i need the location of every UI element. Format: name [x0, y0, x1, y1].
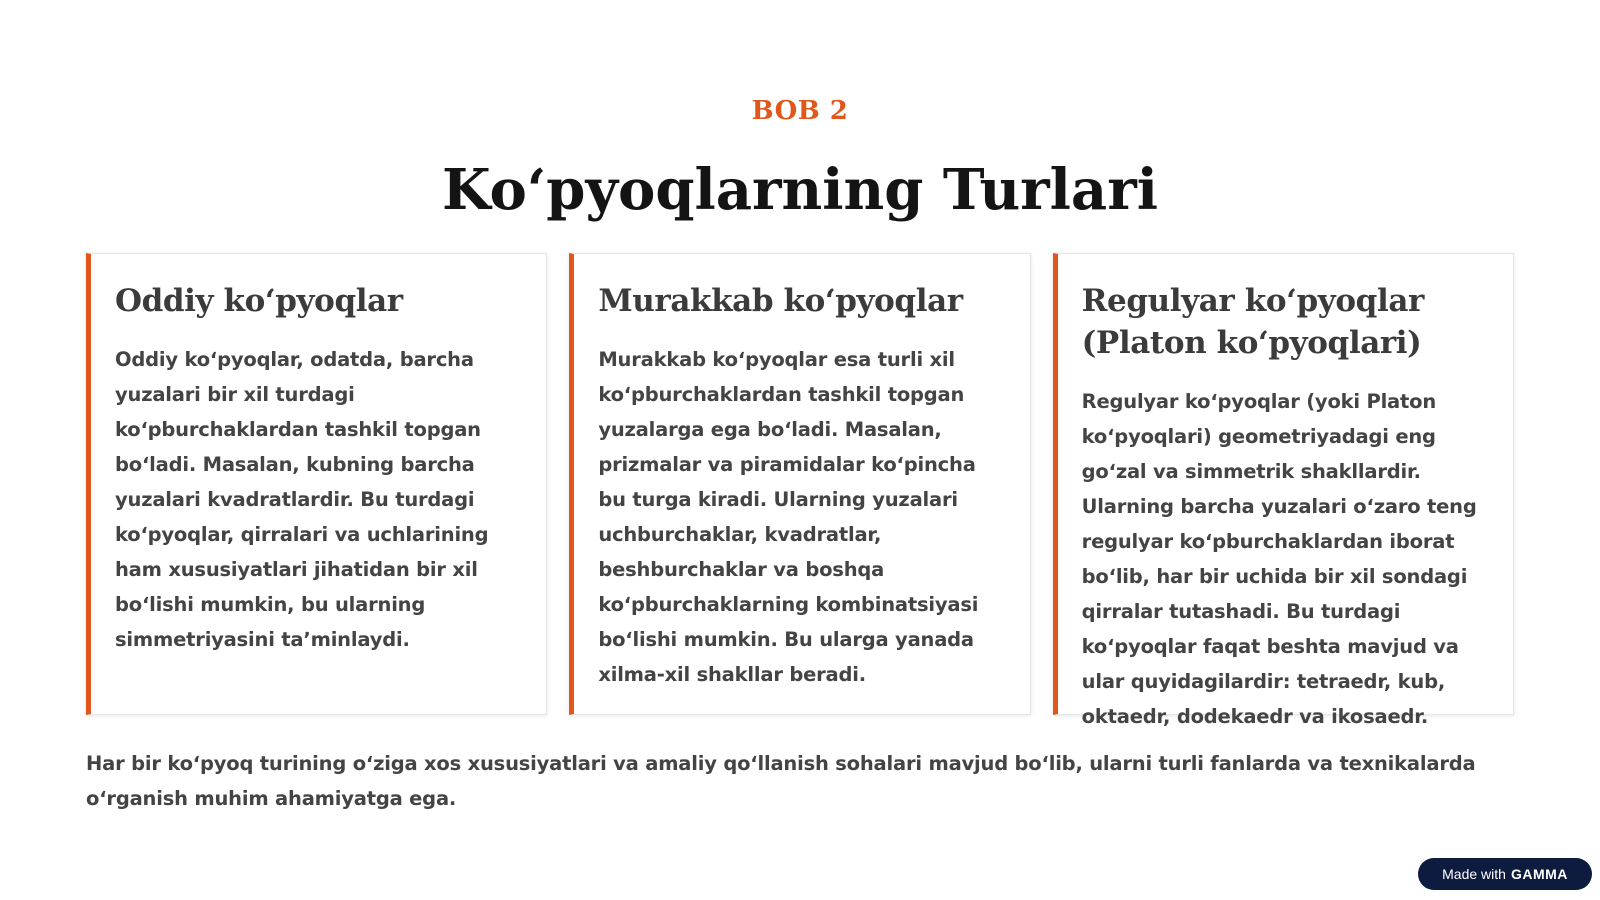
chapter-label: BOB 2 — [751, 96, 849, 126]
page-title: Koʻpyoqlarning Turlari — [442, 157, 1158, 223]
card-title: Oddiy koʻpyoqlar — [115, 283, 403, 319]
card-body: Murakkab koʻpyoqlar esa turli xil koʻpburchaklardan tashkil topgan yuzalarga ega boʻladi. Masalan, prizmalar va piramidalar koʻpincha bu turga kiradi. Ularning yuzalari uchburchaklar, kvadratlar, beshburchaklar va boshqa koʻpburchaklarning kombinatsiyasi boʻlishi mumkin. Bu ularga yanada xilma-xil shakllar beradi. — [598, 348, 979, 686]
card-regular-polyhedra — [1053, 253, 1514, 728]
card-title: Regulyar koʻpyoqlar (Platon koʻpyoqlari) — [1081, 283, 1424, 361]
card-simple-polyhedra — [86, 253, 547, 715]
card-complex-polyhedra — [569, 253, 1030, 715]
gamma-logo: GAMMA — [1510, 866, 1568, 882]
made-with-gamma-badge[interactable] — [1418, 858, 1592, 890]
card-body: Regulyar koʻpyoqlar (yoki Platon koʻpyoqlari) geometriyadagi eng goʻzal va simmetrik shakllardir. Ularning barcha yuzalari oʻzaro teng regulyar koʻpburchaklardan iborat boʻlib, har bir uchida bir xil sondagi qirralar tutashadi. Bu turdagi koʻpyoqlar faqat beshta mavjud va ular quyidagilardir: tetraedr, kub, oktaedr, dodekaedr va ikosaedr. — [1081, 390, 1477, 728]
card-title: Murakkab koʻpyoqlar — [598, 283, 963, 319]
summary-paragraph: Har bir koʻpyoq turining oʻziga xos xususiyatlari va amaliy qoʻllanish sohalari mavjud boʻlib, ularni turli fanlarda va texnikalarda oʻrganish muhim ahamiyatga ega. — [86, 752, 1476, 810]
badge-prefix: Made with — [1442, 866, 1506, 882]
card-body: Oddiy koʻpyoqlar, odatda, barcha yuzalari bir xil turdagi koʻpburchaklardan tashkil topgan boʻladi. Masalan, kubning barcha yuzalari kvadratlardir. Bu turdagi koʻpyoqlar, qirralari va uchlarining ham xususiyatlari jihatidan bir xil boʻlishi mumkin, bu ularning simmetriyasini taʼminlaydi. — [115, 348, 489, 651]
card-row — [86, 253, 1514, 728]
